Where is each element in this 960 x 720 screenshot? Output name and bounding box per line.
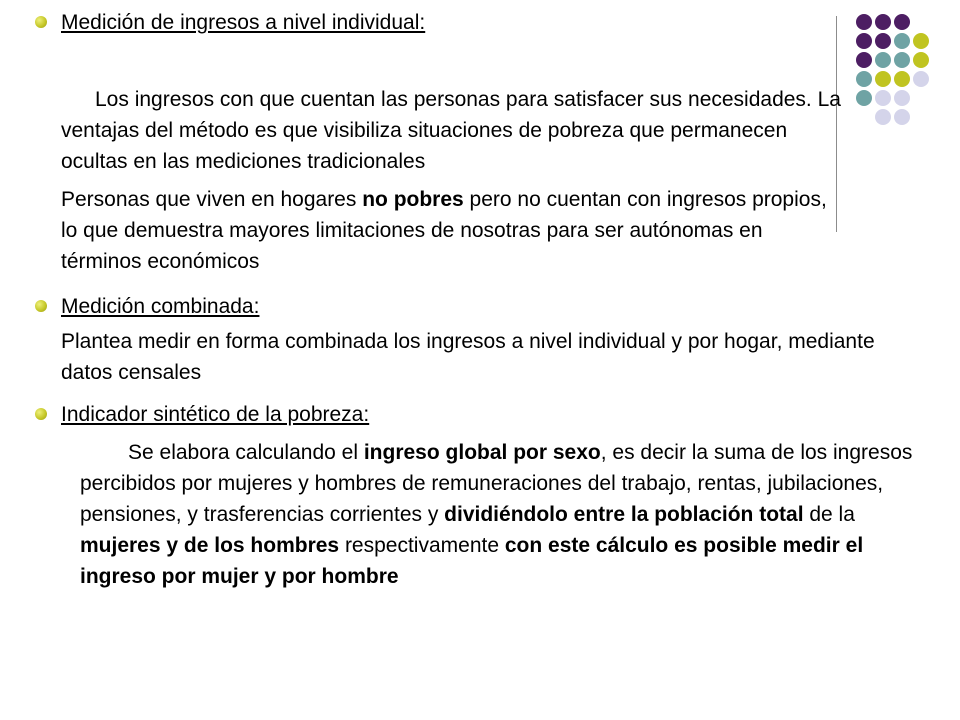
decorative-dot (894, 90, 910, 106)
paragraph-combinada-description (61, 326, 921, 388)
emphasis-text: dividiéndolo entre la población total (444, 503, 804, 526)
decorative-dot (894, 33, 910, 49)
body-text: , es decir la suma de los ingresos percibidos por mujeres y hombres de remuneraciones del trabajo, rentas, jubilaciones, pensiones, y trasferencias corrientes y (80, 441, 913, 526)
decorative-dot (875, 71, 891, 87)
decorative-dot (856, 33, 872, 49)
body-text: Se elabora calculando el (128, 441, 364, 464)
emphasis-text: no pobres (362, 188, 464, 211)
section-heading-combinada: Medición combinada: (61, 295, 260, 318)
decorative-dot (894, 14, 910, 30)
paragraph-indicador-description (80, 437, 920, 592)
decorative-dot (856, 71, 872, 87)
paragraph-individual-no-pobres (61, 184, 841, 277)
body-text: Personas que viven en hogares (61, 188, 363, 211)
body-text: Plantea medir en forma combinada los ingresos a nivel individual y por hogar, mediante datos censales (61, 330, 875, 384)
emphasis-text: ingreso global por sexo (363, 441, 601, 464)
decorative-dot (913, 52, 929, 68)
decorative-dot (875, 14, 891, 30)
body-text: de la (803, 503, 855, 526)
body-text: Los ingresos con que cuentan las personas para satisfacer sus necesidades. La ventajas del método es que visibiliza situaciones de pobreza que permanecen ocultas en las mediciones tradicionales (61, 88, 841, 173)
bullet-icon (35, 16, 47, 28)
section-heading-individual: Medición de ingresos a nivel individual: (61, 11, 426, 34)
emphasis-text: mujeres y de los hombres (80, 534, 340, 557)
body-text: respectivamente (339, 534, 505, 557)
decorative-dot (894, 109, 910, 125)
paragraph-individual-description (61, 84, 841, 177)
decorative-dot (856, 14, 872, 30)
bullet-icon (35, 300, 47, 312)
decorative-dot (875, 90, 891, 106)
decorative-dot (894, 71, 910, 87)
decorative-dot (875, 109, 891, 125)
decorative-dot (875, 52, 891, 68)
section-heading-indicador: Indicador sintético de la pobreza: (61, 403, 370, 426)
decorative-dot (913, 33, 929, 49)
decorative-dot (856, 52, 872, 68)
bullet-icon (35, 408, 47, 420)
body-text: pero no cuentan con ingresos propios, lo que demuestra mayores limitaciones de nosotras para ser autónomas en términos económicos (61, 188, 827, 273)
emphasis-text: con este cálculo es posible medir el ingreso por mujer y por hombre (80, 534, 864, 588)
decorative-dot (894, 52, 910, 68)
decorative-dot (913, 71, 929, 87)
decorative-dot (856, 90, 872, 106)
decorative-dot (875, 33, 891, 49)
